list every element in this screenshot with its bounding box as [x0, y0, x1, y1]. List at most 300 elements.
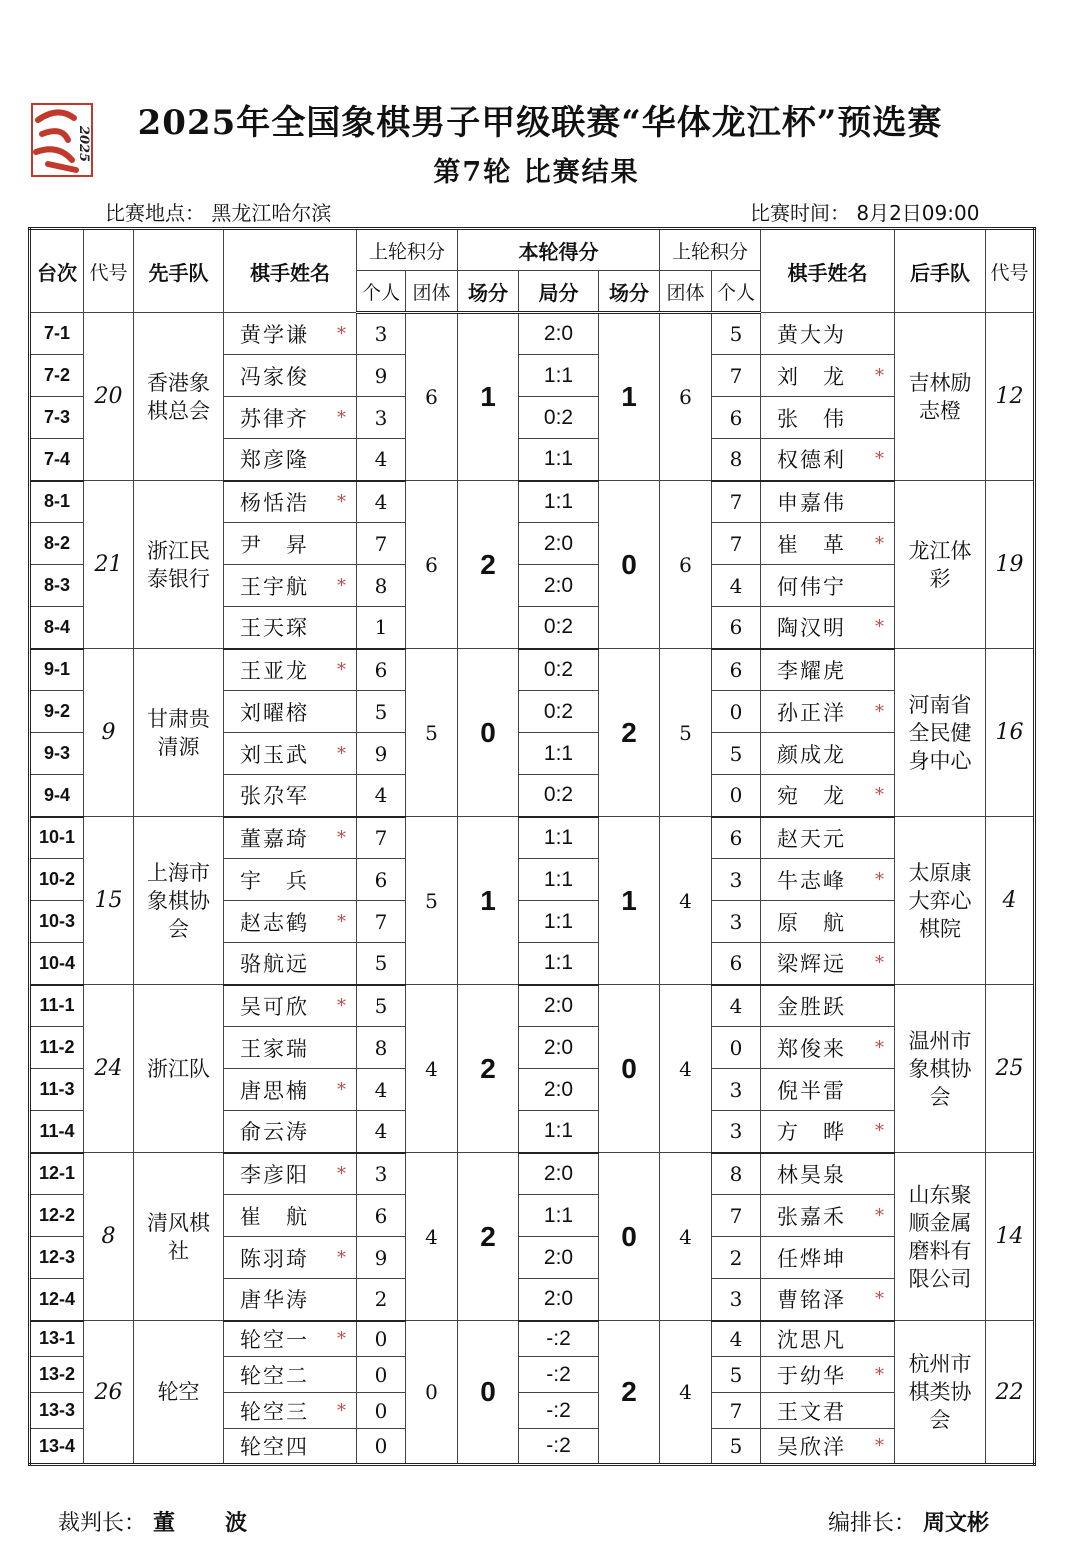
home-player-name — [224, 691, 357, 733]
away-player-name — [761, 1111, 895, 1153]
col-home-player: 棋手姓名 — [224, 229, 357, 313]
seed-star-icon: * — [337, 1079, 348, 1100]
away-match-points: 0 — [599, 481, 660, 649]
table-header — [30, 229, 1035, 313]
away-individual-points: 0 — [712, 1027, 761, 1069]
home-individual-points: 7 — [357, 901, 406, 943]
home-player-text: 崔 航 — [240, 1204, 309, 1229]
away-player-name — [761, 481, 895, 523]
round-subtitle: 第7轮 比赛结果 — [433, 157, 640, 188]
game-score: 2:0 — [519, 1069, 599, 1111]
board-number: 12-3 — [30, 1237, 84, 1279]
away-individual-points: 0 — [712, 775, 761, 817]
away-team-name: 龙江体彩 — [895, 481, 986, 649]
away-team-name: 吉林励志橙 — [895, 313, 986, 481]
home-player-name — [224, 733, 357, 775]
away-individual-points: 6 — [712, 817, 761, 859]
home-player-text: 赵志鹤 — [240, 910, 309, 935]
home-team-name: 香港象棋总会 — [134, 313, 224, 481]
home-player-text: 吴可欣 — [240, 994, 309, 1019]
match-group — [30, 481, 1035, 649]
board-row — [30, 313, 1035, 355]
col-game-score: 局分 — [519, 271, 599, 313]
home-player-name — [224, 481, 357, 523]
home-player-name — [224, 1393, 357, 1429]
seed-star-icon: * — [337, 407, 348, 428]
board-number: 9-1 — [30, 649, 84, 691]
home-individual-points: 0 — [357, 1429, 406, 1465]
home-team-points: 5 — [406, 649, 458, 817]
match-group — [30, 985, 1035, 1153]
home-player-name — [224, 355, 357, 397]
seed-star-icon: * — [875, 1205, 887, 1226]
home-player-name — [224, 313, 357, 355]
away-individual-points: 5 — [712, 1357, 761, 1393]
away-individual-points: 8 — [712, 1153, 761, 1195]
home-player-name — [224, 439, 357, 481]
arranger-name: 周文彬 — [923, 1510, 990, 1536]
home-player-name — [224, 1027, 357, 1069]
seed-star-icon: * — [337, 1400, 348, 1421]
away-individual-points: 4 — [712, 985, 761, 1027]
home-player-text: 轮空一 — [240, 1327, 309, 1352]
away-match-points: 1 — [599, 313, 660, 481]
board-number: 8-3 — [30, 565, 84, 607]
home-team-code: 24 — [84, 985, 134, 1153]
game-score: 2:0 — [519, 313, 599, 355]
board-number: 8-1 — [30, 481, 84, 523]
home-team-code: 26 — [84, 1321, 134, 1465]
home-individual-points: 0 — [357, 1321, 406, 1357]
home-individual-points: 0 — [357, 1357, 406, 1393]
home-player-name — [224, 523, 357, 565]
seed-star-icon: * — [875, 365, 887, 386]
home-team-points: 5 — [406, 817, 458, 985]
home-player-text: 王亚龙 — [240, 658, 309, 683]
away-player-text: 李耀虎 — [777, 658, 847, 683]
board-number: 12-2 — [30, 1195, 84, 1237]
away-team-code: 25 — [986, 985, 1035, 1153]
game-score: 1:1 — [519, 817, 599, 859]
board-number: 10-3 — [30, 901, 84, 943]
away-player-name — [761, 859, 895, 901]
board-number: 7-1 — [30, 313, 84, 355]
away-individual-points: 6 — [712, 649, 761, 691]
board-number: 10-1 — [30, 817, 84, 859]
away-individual-points: 7 — [712, 355, 761, 397]
away-player-name — [761, 943, 895, 985]
home-individual-points: 4 — [357, 775, 406, 817]
game-score: 2:0 — [519, 1153, 599, 1195]
away-player-text: 倪半雷 — [777, 1078, 847, 1103]
away-player-text: 金胜跃 — [777, 994, 847, 1019]
away-team-points: 4 — [660, 817, 712, 985]
away-team-code: 16 — [986, 649, 1035, 817]
col-away-player: 棋手姓名 — [761, 229, 895, 313]
home-player-name — [224, 901, 357, 943]
home-team-points: 4 — [406, 985, 458, 1153]
match-group — [30, 1153, 1035, 1321]
seed-star-icon: * — [337, 995, 348, 1017]
home-individual-points: 6 — [357, 1195, 406, 1237]
game-score: -:2 — [519, 1357, 599, 1393]
board-number: 8-2 — [30, 523, 84, 565]
away-player-text: 沈思凡 — [777, 1327, 847, 1352]
home-team-code: 21 — [84, 481, 134, 649]
board-number: 11-4 — [30, 1111, 84, 1153]
referee-line — [58, 1506, 261, 1537]
away-team-code: 14 — [986, 1153, 1035, 1321]
away-player-text: 黄大为 — [777, 322, 847, 347]
away-player-text: 刘 龙 — [777, 364, 847, 389]
home-player-name — [224, 1237, 357, 1279]
away-player-name — [761, 1321, 895, 1357]
home-player-name — [224, 607, 357, 649]
board-number: 12-4 — [30, 1279, 84, 1321]
away-player-text: 任烨坤 — [777, 1246, 847, 1271]
home-team-name: 上海市象棋协会 — [134, 817, 224, 985]
col-home-team-points: 团体 — [406, 271, 458, 313]
seed-star-icon: * — [337, 1328, 348, 1350]
away-player-text: 张嘉禾 — [777, 1204, 847, 1229]
home-individual-points: 4 — [357, 439, 406, 481]
away-player-name — [761, 355, 895, 397]
home-player-text: 杨恬浩 — [240, 490, 309, 515]
game-score: 0:2 — [519, 691, 599, 733]
away-individual-points: 6 — [712, 397, 761, 439]
col-away-match-points: 场分 — [599, 271, 660, 313]
away-player-text: 陶汉明 — [777, 616, 847, 641]
away-player-name — [761, 1195, 895, 1237]
board-number: 9-4 — [30, 775, 84, 817]
time-line — [750, 197, 979, 226]
game-score: -:2 — [519, 1393, 599, 1429]
away-player-name — [761, 649, 895, 691]
seed-star-icon: * — [875, 616, 887, 638]
away-player-text: 孙正洋 — [777, 700, 847, 725]
venue-line — [105, 197, 331, 226]
board-number: 7-2 — [30, 355, 84, 397]
match-group — [30, 817, 1035, 985]
home-player-name — [224, 1069, 357, 1111]
game-score: 2:0 — [519, 1027, 599, 1069]
game-score: 1:1 — [519, 1111, 599, 1153]
home-match-points: 0 — [458, 1321, 519, 1465]
home-team-code: 15 — [84, 817, 134, 985]
away-player-text: 宛 龙 — [777, 784, 847, 809]
seed-star-icon: * — [337, 491, 348, 513]
home-individual-points: 5 — [357, 985, 406, 1027]
seed-star-icon: * — [875, 1037, 887, 1058]
home-player-name — [224, 1279, 357, 1321]
away-match-points: 0 — [599, 985, 660, 1153]
away-match-points: 1 — [599, 817, 660, 985]
game-score: 1:1 — [519, 481, 599, 523]
away-team-code: 19 — [986, 481, 1035, 649]
home-player-text: 刘曜榕 — [240, 700, 309, 725]
seed-star-icon: * — [875, 869, 887, 890]
away-individual-points: 6 — [712, 943, 761, 985]
away-player-text: 王文君 — [777, 1399, 847, 1424]
home-individual-points: 1 — [357, 607, 406, 649]
col-home-team: 先手队 — [134, 229, 224, 313]
away-player-name — [761, 565, 895, 607]
home-match-points: 1 — [458, 817, 519, 985]
col-board: 台次 — [30, 229, 84, 313]
seed-star-icon: * — [337, 827, 348, 849]
away-player-text: 赵天元 — [777, 826, 847, 851]
away-player-text: 原 航 — [777, 910, 847, 935]
col-away-team-points: 团体 — [660, 271, 712, 313]
away-player-name — [761, 691, 895, 733]
home-individual-points: 3 — [357, 397, 406, 439]
home-player-text: 郑彦隆 — [240, 448, 309, 473]
home-team-code: 8 — [84, 1153, 134, 1321]
time-value: 8月2日09:00 — [856, 201, 980, 225]
referee-name: 董 波 — [153, 1510, 262, 1536]
document-title: 2025年全国象棋男子甲级联赛“华体龙江杯”预选赛 — [137, 103, 943, 143]
away-player-name — [761, 985, 895, 1027]
home-player-text: 王家瑞 — [240, 1036, 309, 1061]
col-home-prev: 上轮积分 — [357, 229, 458, 271]
away-player-text: 牛志峰 — [777, 868, 847, 893]
board-number: 13-1 — [30, 1321, 84, 1357]
away-individual-points: 4 — [712, 565, 761, 607]
home-individual-points: 3 — [357, 313, 406, 355]
home-individual-points: 4 — [357, 1111, 406, 1153]
away-team-points: 4 — [660, 985, 712, 1153]
arranger-line — [828, 1506, 989, 1537]
game-score: 1:1 — [519, 943, 599, 985]
col-away-team: 后手队 — [895, 229, 986, 313]
board-number: 11-2 — [30, 1027, 84, 1069]
away-player-text: 方 晔 — [777, 1120, 847, 1145]
home-player-text: 李彦阳 — [240, 1162, 309, 1187]
col-home-code: 代号 — [84, 229, 134, 313]
away-team-code: 12 — [986, 313, 1035, 481]
col-away-prev: 上轮积分 — [660, 229, 761, 271]
away-match-points: 2 — [599, 649, 660, 817]
board-row — [30, 985, 1035, 1027]
match-group — [30, 313, 1035, 481]
away-team-points: 6 — [660, 481, 712, 649]
away-team-name: 山东聚顺金属磨料有限公司 — [895, 1153, 986, 1321]
home-player-text: 唐思楠 — [240, 1078, 309, 1103]
away-player-name — [761, 607, 895, 649]
away-player-name — [761, 817, 895, 859]
home-match-points: 0 — [458, 649, 519, 817]
seed-star-icon: * — [875, 448, 887, 470]
home-player-text: 董嘉琦 — [240, 826, 309, 851]
home-player-text: 轮空四 — [240, 1435, 309, 1459]
board-number: 10-2 — [30, 859, 84, 901]
home-match-points: 2 — [458, 1153, 519, 1321]
home-individual-points: 4 — [357, 481, 406, 523]
away-team-points: 5 — [660, 649, 712, 817]
home-individual-points: 6 — [357, 649, 406, 691]
board-number: 10-4 — [30, 943, 84, 985]
home-team-points: 4 — [406, 1153, 458, 1321]
home-individual-points: 5 — [357, 691, 406, 733]
home-player-name — [224, 1321, 357, 1357]
board-number: 9-2 — [30, 691, 84, 733]
away-match-points: 2 — [599, 1321, 660, 1465]
game-score: -:2 — [519, 1429, 599, 1465]
home-player-text: 宇 兵 — [240, 868, 309, 893]
home-player-text: 王宇航 — [240, 574, 309, 599]
game-score: -:2 — [519, 1321, 599, 1357]
away-team-points: 4 — [660, 1153, 712, 1321]
col-away-individual: 个人 — [712, 271, 761, 313]
home-team-points: 6 — [406, 481, 458, 649]
home-individual-points: 7 — [357, 523, 406, 565]
away-player-text: 崔 革 — [777, 532, 847, 557]
away-team-points: 6 — [660, 313, 712, 481]
away-match-points: 0 — [599, 1153, 660, 1321]
away-team-name: 温州市象棋协会 — [895, 985, 986, 1153]
game-score: 2:0 — [519, 523, 599, 565]
away-player-name — [761, 523, 895, 565]
game-score: 1:1 — [519, 733, 599, 775]
board-row — [30, 481, 1035, 523]
away-player-text: 权德利 — [777, 448, 847, 473]
home-player-text: 唐华涛 — [240, 1288, 309, 1313]
home-player-name — [224, 649, 357, 691]
game-score: 1:1 — [519, 901, 599, 943]
game-score: 2:0 — [519, 565, 599, 607]
home-player-name — [224, 397, 357, 439]
time-label: 比赛时间： — [750, 201, 850, 225]
away-player-name — [761, 1069, 895, 1111]
home-team-name: 浙江队 — [134, 985, 224, 1153]
home-player-name — [224, 943, 357, 985]
col-home-individual: 个人 — [357, 271, 406, 313]
match-group — [30, 1321, 1035, 1465]
away-player-name — [761, 1153, 895, 1195]
away-team-name: 太原康大弈心棋院 — [895, 817, 986, 985]
seed-star-icon: * — [875, 1120, 887, 1142]
seed-star-icon: * — [875, 1364, 887, 1385]
away-player-name — [761, 1357, 895, 1393]
game-score: 2:0 — [519, 1237, 599, 1279]
game-score: 0:2 — [519, 397, 599, 439]
away-individual-points: 5 — [712, 733, 761, 775]
away-individual-points: 7 — [712, 523, 761, 565]
away-individual-points: 3 — [712, 859, 761, 901]
seed-star-icon: * — [337, 911, 348, 932]
game-score: 1:1 — [519, 439, 599, 481]
home-team-points: 0 — [406, 1321, 458, 1465]
away-player-text: 曹铭泽 — [777, 1288, 847, 1313]
away-player-text: 吴欣洋 — [777, 1435, 847, 1459]
seed-star-icon: * — [875, 1435, 887, 1457]
home-player-text: 轮空二 — [240, 1363, 309, 1388]
home-player-text: 骆航远 — [240, 952, 309, 977]
seed-star-icon: * — [337, 575, 348, 596]
away-player-name — [761, 1237, 895, 1279]
home-team-points: 6 — [406, 313, 458, 481]
away-individual-points: 3 — [712, 901, 761, 943]
away-player-name — [761, 775, 895, 817]
home-player-name — [224, 817, 357, 859]
away-individual-points: 3 — [712, 1069, 761, 1111]
away-player-name — [761, 1027, 895, 1069]
home-player-name — [224, 775, 357, 817]
home-individual-points: 2 — [357, 1279, 406, 1321]
home-team-name: 轮空 — [134, 1321, 224, 1465]
board-number: 13-3 — [30, 1393, 84, 1429]
home-individual-points: 7 — [357, 817, 406, 859]
seed-star-icon: * — [875, 1288, 887, 1310]
game-score: 2:0 — [519, 1279, 599, 1321]
away-individual-points: 0 — [712, 691, 761, 733]
away-individual-points: 5 — [712, 1429, 761, 1465]
home-player-name — [224, 1357, 357, 1393]
away-player-text: 张 伟 — [777, 406, 847, 431]
away-individual-points: 7 — [712, 1393, 761, 1429]
seed-star-icon: * — [337, 323, 348, 344]
home-individual-points: 9 — [357, 355, 406, 397]
away-individual-points: 3 — [712, 1111, 761, 1153]
away-player-text: 梁辉远 — [777, 952, 847, 977]
away-player-text: 郑俊来 — [777, 1036, 847, 1061]
board-row — [30, 649, 1035, 691]
seed-star-icon: * — [337, 1247, 348, 1268]
away-individual-points: 2 — [712, 1237, 761, 1279]
home-individual-points: 8 — [357, 565, 406, 607]
home-player-name — [224, 1429, 357, 1465]
away-team-code: 22 — [986, 1321, 1035, 1465]
referee-label: 裁判长： — [58, 1511, 147, 1536]
away-player-name — [761, 1393, 895, 1429]
away-player-name — [761, 733, 895, 775]
board-number: 7-4 — [30, 439, 84, 481]
home-individual-points: 4 — [357, 1069, 406, 1111]
board-number: 7-3 — [30, 397, 84, 439]
away-team-code: 4 — [986, 817, 1035, 985]
away-individual-points: 4 — [712, 1321, 761, 1357]
match-group — [30, 649, 1035, 817]
home-player-name — [224, 1195, 357, 1237]
board-number: 13-4 — [30, 1429, 84, 1465]
seed-star-icon: * — [875, 784, 887, 806]
seed-star-icon: * — [875, 952, 887, 974]
seed-star-icon: * — [337, 659, 348, 681]
venue-value: 黑龙江哈尔滨 — [211, 201, 332, 225]
away-player-text: 于幼华 — [777, 1363, 847, 1388]
game-score: 1:1 — [519, 1195, 599, 1237]
results-table — [28, 227, 1036, 1466]
home-player-text: 王天琛 — [240, 616, 309, 641]
home-team-code: 20 — [84, 313, 134, 481]
col-away-code: 代号 — [986, 229, 1035, 313]
board-number: 9-3 — [30, 733, 84, 775]
board-row — [30, 1153, 1035, 1195]
away-individual-points: 6 — [712, 607, 761, 649]
home-individual-points: 8 — [357, 1027, 406, 1069]
away-team-name: 杭州市棋类协会 — [895, 1321, 986, 1465]
away-player-name — [761, 313, 895, 355]
seed-star-icon: * — [875, 701, 887, 722]
home-match-points: 2 — [458, 481, 519, 649]
game-score: 2:0 — [519, 985, 599, 1027]
home-individual-points: 0 — [357, 1393, 406, 1429]
home-individual-points: 3 — [357, 1153, 406, 1195]
home-player-text: 尹 昇 — [240, 532, 309, 557]
home-individual-points: 5 — [357, 943, 406, 985]
game-score: 0:2 — [519, 775, 599, 817]
away-player-text: 颜成龙 — [777, 742, 847, 767]
